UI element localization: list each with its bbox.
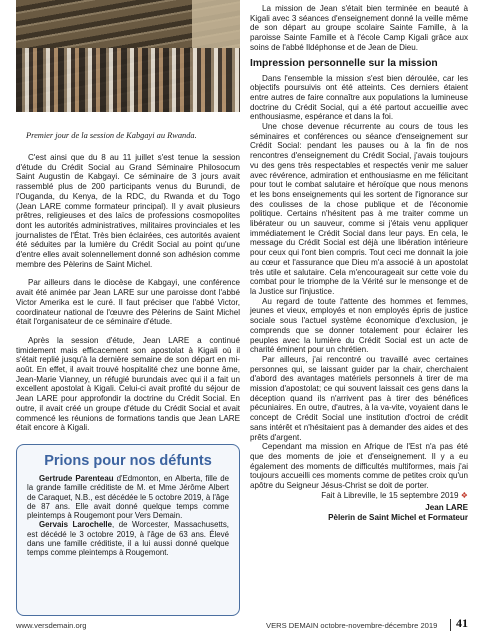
section-heading: Impression personnelle sur la mission: [250, 57, 438, 69]
place-date: [250, 491, 468, 501]
footer-url[interactable]: www.versdemain.org: [16, 621, 87, 630]
footer-publication: VERS DEMAIN octobre-novembre-décembre 2019: [266, 621, 438, 630]
obituary-text: , de Worcester, Massachusetts, est décédé le 3 octobre 2019, à l'âge de 63 ans. Élevé dans une famille créditiste, il a lui aussi donné quelque temps comme pleintemps à Rougemont.: [27, 520, 229, 558]
right-paragraph-2: Une chose devenue récurrente au cours de tous les séminaires et conférences ou séance d'enseignement sur Crédit Social: pendant les pauses ou à la fin de nos rencontres d'enseignement du Crédit Social, j'avais toujours vu des gens très respectables et respectés venir me saluer avec révérence, admiration et enthousiasme en me félicitant pour tout le combat salutaire et héroïque que nous menons et les bons enseignements qui les sortent de l'ignorance sur des coulisses de la chose publique et de l'économie politique. Certains n'hésitent pas à me traiter comme un libérateur ou un sauveur, comme si j'étais venu appliquer immédiatement le Crédit Social dans leur pays. En cela, le message du Crédit Social est déjà une libération intérieure pour ceux qui l'ont bien compris. Tout ceci me donnait la joie au cœur et l'assurance que Dieu m'a associé à un apostolat très utile et salutaire. Cela m'encourageait sur cette voie du combat pour le triomphe de la Vérité sur le mensonge et de la Justice sur l'injustice.: [250, 122, 468, 296]
signature: [250, 503, 468, 523]
left-paragraph-3: Après la session d'étude, Jean LARE a continué timidement mais efficacement son apostolat à Kigali où il s'était replié jusqu'à la dernière semaine de son départ en mi-août. En effet, il avait trouvé hospitalité chez une bonne âme, Jean-Marie Vianney, un réfugié burundais avec qui il a fait un excellent apostolat à Kigali. Celui-ci avait profité du séjour de Jean LARE pour approfondir la doctrine du Crédit Social. En outre, il avait créé un groupe d'étude du Crédit Social et avait commencé les réunions de formations tandis que Jean LARE était encore à Kigali.: [16, 335, 240, 433]
signature-title: Pèlerin de Saint Michel et Formateur: [328, 513, 468, 523]
prayer-box: [16, 444, 240, 616]
end-mark-icon: ❖: [460, 490, 468, 500]
obituary-name: Gertrude Parenteau: [39, 473, 114, 483]
left-paragraph-1: C'est ainsi que du 8 au 11 juillet s'est tenue la session d'étude du Crédit Social au Grand Séminaire Philosocum Saint Augustin de Kabgayi. Ce séminaire de 3 jours avait rassemblé plus de 200 participants venus du Burundi, de l'Ouganda, du Kenya, de la RDC, du Rwanda et du Togo (Jean LARE comme formateur principal). Il y avait plusieurs prêtres, religieuses et des laïcs de professions cosmopolites dont les autorités administratives, militaires provinciales et les journalistes de l'État. Très bien éclairées, ces autorités avaient été séduites par la lumière du Crédit Social au point qu'une d'entre elles avait solennellement donné son adhésion comme membre des Pèlerins de Saint Michel.: [16, 153, 240, 269]
right-paragraph-1: Dans l'ensemble la mission s'est bien déroulée, car les objectifs poursuivis ont été atteints. Ces derniers étaient entre autres de faire connaître aux populations la lumineuse doctrine du Crédit Social, qui a été partout accueillie avec enthousiasme, espérance et dans la foi.: [250, 73, 468, 122]
page-footer: [16, 616, 470, 633]
signature-name: Jean LARE: [425, 503, 468, 513]
obituary-name: Gervais Larochelle: [39, 520, 112, 530]
right-paragraph-3: Au regard de toute l'attente des hommes et femmes, jeunes et vieux, employés et non employés épris de justice sociale sous l'actuel système économique d'exclusion, je comprends que se donner totalement pour éclairer les peuples avec la lumière du Crédit Social est un acte de charité éminent pour un chrétien.: [250, 296, 468, 355]
prayer-box-title: Prions pour nos défunts: [44, 452, 212, 469]
right-paragraph-4: Par ailleurs, j'ai rencontré ou travaillé avec certaines personnes qui, se laissant guider par la chair, cherchaient d'abord des avantages matériels personnels à tirer de ma mission d'apostolat; ce qui souvent laissait ces gens dans la déception quand ils n'arrivent pas à tirer des bénéfices pécuniaires. En outre, d'autres, à la va-vite, voyaient dans le concept de Crédit Social une institution d'octroi de crédit sans intérêt et n'hésitaient pas à demander des aides et des prêts d'argent.: [250, 354, 468, 442]
footer-divider: [450, 619, 451, 631]
page-number: 41: [456, 616, 468, 630]
obituary-entry-1: [27, 474, 229, 520]
right-column: [250, 4, 468, 523]
place-date-text: Fait à Libreville, le 15 septembre 2019: [321, 490, 459, 500]
obituary-text: d'Edmonton, en Alberta, fille de la grande famille créditiste de M. et Mme Jérôme Albert de Caraquet, N.B., est décédée le 5 octobre 2019, à l'âge de 87 ans. Elle avait donné quelque temps comme pleintemps à Rougemont pour Vers Demain.: [27, 473, 229, 521]
right-intro: La mission de Jean s'était bien terminée en beauté à Kigali avec 3 séances d'enseignement donné la veille même de son départ au groupe scolaire Sainte Famille, à la paroisse Sainte Famille et à l'école Camp Kigali grâce aux soins de l'abbé Ildéphonse et de Jean de Dieu.: [250, 4, 468, 52]
seminar-photo: [16, 0, 240, 112]
right-paragraph-5: Cependant ma mission en Afrique de l'Est n'a pas été que des moments de joie et d'enseignement. Il y a eu également des moments de difficultés multiformes, mais j'ai toujours accueilli ces moments comme de petites croix qu'un apôtre du Seigneur Jésus-Christ se doit de porter.: [250, 442, 468, 491]
photo-caption: Premier jour de la session de Kabgayi au Rwanda.: [26, 131, 197, 140]
left-paragraph-2: Par ailleurs dans le diocèse de Kabgayi, une conférence avait été animée par Jean LARE sur une paroisse dont l'abbé Victor Amerika est le curé. Il faut préciser que l'abbé Victor, coordinateur national de l'œuvre des Pèlerins de Saint Michel était l'organisateur de ce séminaire d'étude.: [16, 278, 240, 327]
left-column: [16, 0, 240, 616]
obituary-entry-2: [27, 520, 229, 557]
